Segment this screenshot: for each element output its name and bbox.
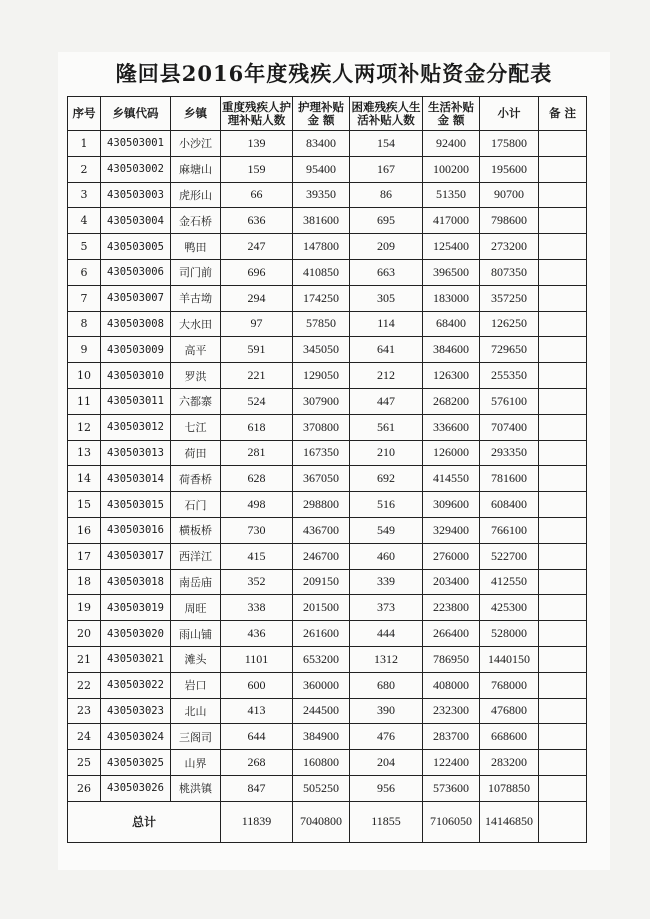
- cell-note: [539, 672, 587, 698]
- cell-severe-count: 338: [221, 595, 293, 621]
- cell-code: 430503012: [101, 414, 171, 440]
- cell-town: 七江: [171, 414, 221, 440]
- cell-poor-count: 561: [350, 414, 423, 440]
- cell-town: 岩口: [171, 672, 221, 698]
- cell-code: 430503002: [101, 156, 171, 182]
- table-row: [68, 492, 587, 518]
- cell-code: 430503011: [101, 388, 171, 414]
- cell-care-amount: 345050: [293, 337, 350, 363]
- cell-note: [539, 724, 587, 750]
- cell-town: 北山: [171, 698, 221, 724]
- cell-seq: 17: [68, 543, 101, 569]
- cell-poor-count: 476: [350, 724, 423, 750]
- header-town: 乡镇: [171, 97, 221, 131]
- cell-care-amount: 201500: [293, 595, 350, 621]
- cell-living-amount: 126000: [423, 440, 480, 466]
- cell-note: [539, 414, 587, 440]
- cell-town: 雨山铺: [171, 621, 221, 647]
- cell-care-amount: 83400: [293, 131, 350, 157]
- cell-severe-count: 268: [221, 750, 293, 776]
- allocation-table: [67, 96, 587, 843]
- cell-care-amount: 370800: [293, 414, 350, 440]
- cell-subtotal: 90700: [480, 182, 539, 208]
- cell-care-amount: 129050: [293, 363, 350, 389]
- total-subtotal: 14146850: [480, 801, 539, 842]
- cell-care-amount: 410850: [293, 259, 350, 285]
- header-note: 备 注: [539, 97, 587, 131]
- table-row: [68, 208, 587, 234]
- cell-living-amount: 92400: [423, 131, 480, 157]
- cell-town: 罗洪: [171, 363, 221, 389]
- cell-code: 430503016: [101, 517, 171, 543]
- cell-note: [539, 131, 587, 157]
- header-row: [68, 97, 587, 131]
- cell-poor-count: 209: [350, 234, 423, 260]
- cell-severe-count: 159: [221, 156, 293, 182]
- cell-living-amount: 786950: [423, 646, 480, 672]
- cell-living-amount: 223800: [423, 595, 480, 621]
- cell-code: 430503021: [101, 646, 171, 672]
- cell-note: [539, 543, 587, 569]
- total-label: 总计: [68, 801, 221, 842]
- table-row: [68, 569, 587, 595]
- cell-subtotal: 576100: [480, 388, 539, 414]
- cell-seq: 3: [68, 182, 101, 208]
- total-poor-count: 11855: [350, 801, 423, 842]
- cell-seq: 7: [68, 285, 101, 311]
- cell-subtotal: 781600: [480, 466, 539, 492]
- cell-code: 430503019: [101, 595, 171, 621]
- cell-seq: 5: [68, 234, 101, 260]
- header-living-amount: 生活补贴金 额: [423, 97, 480, 131]
- cell-note: [539, 285, 587, 311]
- cell-seq: 18: [68, 569, 101, 595]
- cell-code: 430503025: [101, 750, 171, 776]
- cell-poor-count: 447: [350, 388, 423, 414]
- cell-poor-count: 641: [350, 337, 423, 363]
- cell-severe-count: 847: [221, 775, 293, 801]
- cell-code: 430503024: [101, 724, 171, 750]
- cell-town: 荷香桥: [171, 466, 221, 492]
- cell-living-amount: 266400: [423, 621, 480, 647]
- cell-poor-count: 1312: [350, 646, 423, 672]
- cell-severe-count: 66: [221, 182, 293, 208]
- cell-note: [539, 698, 587, 724]
- cell-code: 430503014: [101, 466, 171, 492]
- cell-severe-count: 97: [221, 311, 293, 337]
- cell-care-amount: 57850: [293, 311, 350, 337]
- cell-poor-count: 373: [350, 595, 423, 621]
- cell-poor-count: 204: [350, 750, 423, 776]
- header-subtotal: 小计: [480, 97, 539, 131]
- cell-subtotal: 425300: [480, 595, 539, 621]
- cell-code: 430503003: [101, 182, 171, 208]
- cell-living-amount: 100200: [423, 156, 480, 182]
- cell-note: [539, 750, 587, 776]
- cell-poor-count: 516: [350, 492, 423, 518]
- cell-poor-count: 212: [350, 363, 423, 389]
- cell-code: 430503023: [101, 698, 171, 724]
- cell-severe-count: 618: [221, 414, 293, 440]
- cell-living-amount: 408000: [423, 672, 480, 698]
- cell-care-amount: 261600: [293, 621, 350, 647]
- cell-severe-count: 600: [221, 672, 293, 698]
- cell-note: [539, 363, 587, 389]
- cell-note: [539, 156, 587, 182]
- cell-code: 430503010: [101, 363, 171, 389]
- cell-severe-count: 696: [221, 259, 293, 285]
- cell-note: [539, 569, 587, 595]
- cell-seq: 8: [68, 311, 101, 337]
- table-row: [68, 543, 587, 569]
- cell-poor-count: 695: [350, 208, 423, 234]
- table-row: [68, 440, 587, 466]
- cell-poor-count: 154: [350, 131, 423, 157]
- cell-subtotal: 273200: [480, 234, 539, 260]
- cell-town: 石门: [171, 492, 221, 518]
- cell-living-amount: 68400: [423, 311, 480, 337]
- cell-note: [539, 208, 587, 234]
- cell-subtotal: 255350: [480, 363, 539, 389]
- total-living-amount: 7106050: [423, 801, 480, 842]
- cell-note: [539, 466, 587, 492]
- cell-seq: 20: [68, 621, 101, 647]
- cell-poor-count: 692: [350, 466, 423, 492]
- cell-seq: 11: [68, 388, 101, 414]
- cell-note: [539, 234, 587, 260]
- cell-code: 430503017: [101, 543, 171, 569]
- cell-seq: 26: [68, 775, 101, 801]
- table-row: [68, 698, 587, 724]
- document-title: 隆回县2016年度残疾人两项补贴资金分配表: [115, 61, 553, 86]
- cell-code: 430503006: [101, 259, 171, 285]
- table-row: [68, 595, 587, 621]
- cell-subtotal: 476800: [480, 698, 539, 724]
- cell-code: 430503013: [101, 440, 171, 466]
- cell-seq: 13: [68, 440, 101, 466]
- header-seq: 序号: [68, 97, 101, 131]
- cell-poor-count: 956: [350, 775, 423, 801]
- cell-town: 大水田: [171, 311, 221, 337]
- cell-subtotal: 668600: [480, 724, 539, 750]
- cell-seq: 19: [68, 595, 101, 621]
- cell-subtotal: 766100: [480, 517, 539, 543]
- cell-town: 山界: [171, 750, 221, 776]
- cell-town: 桃洪镇: [171, 775, 221, 801]
- cell-poor-count: 663: [350, 259, 423, 285]
- cell-severe-count: 294: [221, 285, 293, 311]
- cell-subtotal: 807350: [480, 259, 539, 285]
- table-row: [68, 363, 587, 389]
- cell-subtotal: 1440150: [480, 646, 539, 672]
- cell-care-amount: 307900: [293, 388, 350, 414]
- cell-poor-count: 390: [350, 698, 423, 724]
- cell-severe-count: 247: [221, 234, 293, 260]
- cell-town: 司门前: [171, 259, 221, 285]
- cell-severe-count: 281: [221, 440, 293, 466]
- cell-care-amount: 209150: [293, 569, 350, 595]
- table-row: [68, 517, 587, 543]
- cell-subtotal: 175800: [480, 131, 539, 157]
- table-row: [68, 724, 587, 750]
- cell-town: 横板桥: [171, 517, 221, 543]
- cell-town: 南岳庙: [171, 569, 221, 595]
- cell-code: 430503018: [101, 569, 171, 595]
- cell-town: 周旺: [171, 595, 221, 621]
- cell-care-amount: 384900: [293, 724, 350, 750]
- cell-seq: 21: [68, 646, 101, 672]
- cell-seq: 1: [68, 131, 101, 157]
- total-note: [539, 801, 587, 842]
- cell-subtotal: 1078850: [480, 775, 539, 801]
- cell-subtotal: 798600: [480, 208, 539, 234]
- cell-town: 西洋江: [171, 543, 221, 569]
- cell-seq: 10: [68, 363, 101, 389]
- cell-care-amount: 298800: [293, 492, 350, 518]
- cell-town: 六都寨: [171, 388, 221, 414]
- cell-living-amount: 414550: [423, 466, 480, 492]
- cell-poor-count: 460: [350, 543, 423, 569]
- cell-living-amount: 417000: [423, 208, 480, 234]
- cell-code: 430503026: [101, 775, 171, 801]
- cell-care-amount: 147800: [293, 234, 350, 260]
- cell-seq: 22: [68, 672, 101, 698]
- cell-living-amount: 384600: [423, 337, 480, 363]
- cell-seq: 23: [68, 698, 101, 724]
- cell-care-amount: 160800: [293, 750, 350, 776]
- cell-poor-count: 549: [350, 517, 423, 543]
- cell-care-amount: 95400: [293, 156, 350, 182]
- total-severe-count: 11839: [221, 801, 293, 842]
- header-care-amount: 护理补贴金 额: [293, 97, 350, 131]
- cell-subtotal: 528000: [480, 621, 539, 647]
- cell-living-amount: 122400: [423, 750, 480, 776]
- cell-town: 鸭田: [171, 234, 221, 260]
- cell-severe-count: 1101: [221, 646, 293, 672]
- total-care-amount: 7040800: [293, 801, 350, 842]
- cell-severe-count: 436: [221, 621, 293, 647]
- cell-severe-count: 591: [221, 337, 293, 363]
- table-row: [68, 234, 587, 260]
- cell-code: 430503008: [101, 311, 171, 337]
- cell-seq: 25: [68, 750, 101, 776]
- cell-seq: 12: [68, 414, 101, 440]
- cell-living-amount: 283700: [423, 724, 480, 750]
- cell-living-amount: 573600: [423, 775, 480, 801]
- table-row: [68, 750, 587, 776]
- cell-poor-count: 444: [350, 621, 423, 647]
- cell-living-amount: 183000: [423, 285, 480, 311]
- cell-seq: 6: [68, 259, 101, 285]
- cell-town: 麻塘山: [171, 156, 221, 182]
- cell-subtotal: 283200: [480, 750, 539, 776]
- cell-note: [539, 182, 587, 208]
- cell-severe-count: 644: [221, 724, 293, 750]
- cell-care-amount: 436700: [293, 517, 350, 543]
- cell-note: [539, 621, 587, 647]
- cell-poor-count: 114: [350, 311, 423, 337]
- cell-town: 三阁司: [171, 724, 221, 750]
- table-row: [68, 388, 587, 414]
- cell-living-amount: 126300: [423, 363, 480, 389]
- cell-note: [539, 517, 587, 543]
- cell-seq: 2: [68, 156, 101, 182]
- cell-living-amount: 276000: [423, 543, 480, 569]
- cell-poor-count: 680: [350, 672, 423, 698]
- cell-note: [539, 311, 587, 337]
- cell-subtotal: 768000: [480, 672, 539, 698]
- cell-living-amount: 51350: [423, 182, 480, 208]
- cell-seq: 15: [68, 492, 101, 518]
- table-row: [68, 182, 587, 208]
- cell-care-amount: 174250: [293, 285, 350, 311]
- cell-living-amount: 309600: [423, 492, 480, 518]
- table-row: [68, 259, 587, 285]
- cell-severe-count: 628: [221, 466, 293, 492]
- table-row: [68, 621, 587, 647]
- cell-seq: 9: [68, 337, 101, 363]
- cell-note: [539, 440, 587, 466]
- cell-severe-count: 730: [221, 517, 293, 543]
- table-row: [68, 414, 587, 440]
- header-poor-count: 困难残疾人生活补贴人数: [350, 97, 423, 131]
- cell-subtotal: 293350: [480, 440, 539, 466]
- table-row: [68, 775, 587, 801]
- cell-living-amount: 396500: [423, 259, 480, 285]
- table-row: [68, 672, 587, 698]
- cell-care-amount: 381600: [293, 208, 350, 234]
- cell-subtotal: 195600: [480, 156, 539, 182]
- cell-poor-count: 167: [350, 156, 423, 182]
- cell-seq: 14: [68, 466, 101, 492]
- cell-care-amount: 244500: [293, 698, 350, 724]
- cell-seq: 4: [68, 208, 101, 234]
- cell-code: 430503004: [101, 208, 171, 234]
- cell-living-amount: 336600: [423, 414, 480, 440]
- cell-poor-count: 86: [350, 182, 423, 208]
- cell-subtotal: 608400: [480, 492, 539, 518]
- cell-living-amount: 232300: [423, 698, 480, 724]
- cell-poor-count: 339: [350, 569, 423, 595]
- cell-severe-count: 139: [221, 131, 293, 157]
- cell-note: [539, 775, 587, 801]
- cell-subtotal: 707400: [480, 414, 539, 440]
- cell-care-amount: 505250: [293, 775, 350, 801]
- table-row: [68, 646, 587, 672]
- cell-care-amount: 653200: [293, 646, 350, 672]
- cell-town: 金石桥: [171, 208, 221, 234]
- cell-poor-count: 210: [350, 440, 423, 466]
- cell-town: 羊古坳: [171, 285, 221, 311]
- cell-severe-count: 352: [221, 569, 293, 595]
- cell-care-amount: 167350: [293, 440, 350, 466]
- cell-severe-count: 415: [221, 543, 293, 569]
- cell-town: 滩头: [171, 646, 221, 672]
- cell-subtotal: 412550: [480, 569, 539, 595]
- cell-poor-count: 305: [350, 285, 423, 311]
- cell-note: [539, 646, 587, 672]
- cell-subtotal: 126250: [480, 311, 539, 337]
- total-row: [68, 801, 587, 842]
- cell-code: 430503005: [101, 234, 171, 260]
- table-row: [68, 466, 587, 492]
- cell-subtotal: 522700: [480, 543, 539, 569]
- cell-note: [539, 595, 587, 621]
- cell-town: 虎形山: [171, 182, 221, 208]
- header-code: 乡镇代码: [101, 97, 171, 131]
- cell-living-amount: 329400: [423, 517, 480, 543]
- cell-code: 430503007: [101, 285, 171, 311]
- cell-note: [539, 259, 587, 285]
- cell-note: [539, 337, 587, 363]
- cell-living-amount: 203400: [423, 569, 480, 595]
- cell-seq: 16: [68, 517, 101, 543]
- table-row: [68, 311, 587, 337]
- cell-severe-count: 636: [221, 208, 293, 234]
- cell-town: 荷田: [171, 440, 221, 466]
- table-row: [68, 285, 587, 311]
- table-row: [68, 156, 587, 182]
- cell-town: 高平: [171, 337, 221, 363]
- cell-code: 430503009: [101, 337, 171, 363]
- cell-care-amount: 367050: [293, 466, 350, 492]
- cell-code: 430503001: [101, 131, 171, 157]
- cell-seq: 24: [68, 724, 101, 750]
- cell-town: 小沙江: [171, 131, 221, 157]
- table-row: [68, 131, 587, 157]
- cell-living-amount: 268200: [423, 388, 480, 414]
- cell-subtotal: 729650: [480, 337, 539, 363]
- table-row: [68, 337, 587, 363]
- cell-code: 430503015: [101, 492, 171, 518]
- cell-code: 430503020: [101, 621, 171, 647]
- cell-code: 430503022: [101, 672, 171, 698]
- cell-subtotal: 357250: [480, 285, 539, 311]
- cell-living-amount: 125400: [423, 234, 480, 260]
- cell-note: [539, 388, 587, 414]
- cell-care-amount: 39350: [293, 182, 350, 208]
- cell-care-amount: 246700: [293, 543, 350, 569]
- cell-care-amount: 360000: [293, 672, 350, 698]
- header-severe-count: 重度残疾人护理补贴人数: [221, 97, 293, 131]
- cell-severe-count: 413: [221, 698, 293, 724]
- cell-severe-count: 221: [221, 363, 293, 389]
- cell-severe-count: 498: [221, 492, 293, 518]
- cell-note: [539, 492, 587, 518]
- cell-severe-count: 524: [221, 388, 293, 414]
